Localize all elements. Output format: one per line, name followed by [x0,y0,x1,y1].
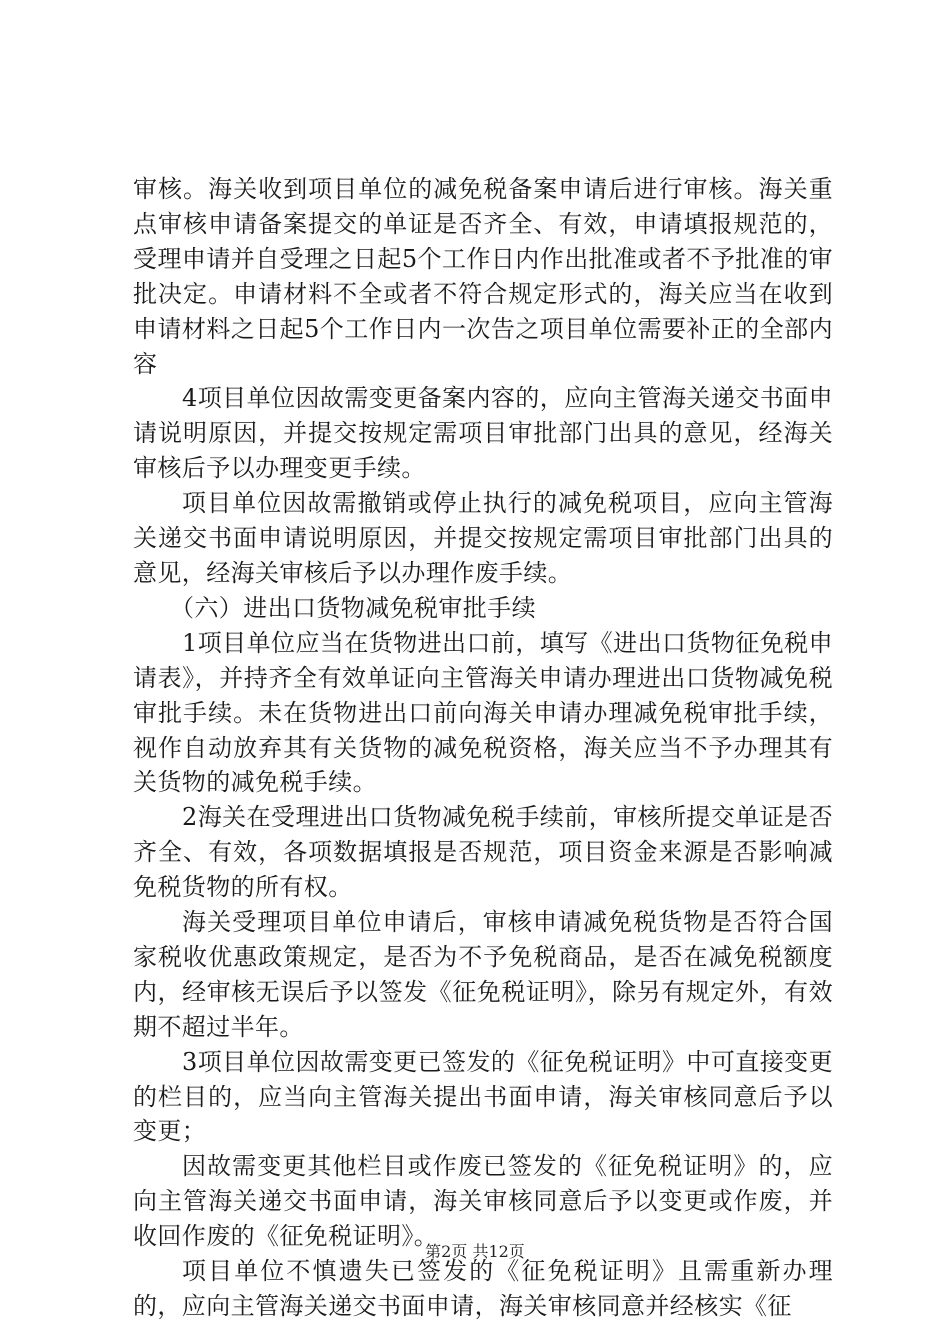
paragraph-customs-review: 审核。海关收到项目单位的减免税备案申请后进行审核。海关重点审核申请备案提交的单证是否齐全、有效，申请填报规范的，受理申请并自受理之日起5个工作日内作出批准或者不予批准的审批决定。申请材料不全或者不符合规定形式的，海关应当在收到申请材料之日起5个工作日内一次告之项目单位需要补正的全部内容 [133,175,833,378]
paragraph-change-filing: 4项目单位因故需变更备案内容的，应向主管海关递交书面申请说明原因，并提交按规定需项目审批部门出具的意见，经海关审核后予以办理变更手续。 [133,384,833,483]
paragraph-application-form: 1项目单位应当在货物进出口前，填写《进出口货物征免税申请表》，并持齐全有效单证向主管海关申请办理进出口货物减免税审批手续。未在货物进出口前向海关申请办理减免税审批手续，视作自动放弃其有关货物的减免税资格，海关应当不予办理其有关货物的减免税手续。 [133,628,833,797]
page-number-footer: 第2页 共12页 [425,1242,525,1261]
paragraph-certificate-void: 因故需变更其他栏目或作废已签发的《征免税证明》的，应向主管海关递交书面申请，海关审核同意后予以变更或作废，并收回作废的《征免税证明》。 [133,1152,833,1251]
paragraph-cancel-project: 项目单位因故需撤销或停止执行的减免税项目，应向主管海关递交书面申请说明原因，并提交按规定需项目审批部门出具的意见，经海关审核后予以办理作废手续。 [133,489,833,587]
paragraph-document-check: 2海关在受理进出口货物减免税手续前，审核所提交单证是否齐全、有效，各项数据填报是否规范，项目资金来源是否影响减免税货物的所有权。 [133,803,833,902]
document-body [133,172,833,1324]
paragraph-certificate-issue: 海关受理项目单位申请后，审核申请减免税货物是否符合国家税收优惠政策规定，是否为不予免税商品，是否在减免税额度内，经审核无误后予以签发《征免税证明》，除另有规定外，有效期不超过半年。 [133,908,833,1041]
paragraph-certificate-change: 3项目单位因故需变更已签发的《征免税证明》中可直接变更的栏目的，应当向主管海关提出书面申请，海关审核同意后予以变更； [133,1047,833,1146]
paragraph-certificate-lost: 项目单位不慎遗失已签发的《征免税证明》且需重新办理的，应向主管海关递交书面申请，海关审核同意并经核实《征 [133,1257,833,1320]
section-heading: （六）进出口货物减免税审批手续 [170,593,536,622]
